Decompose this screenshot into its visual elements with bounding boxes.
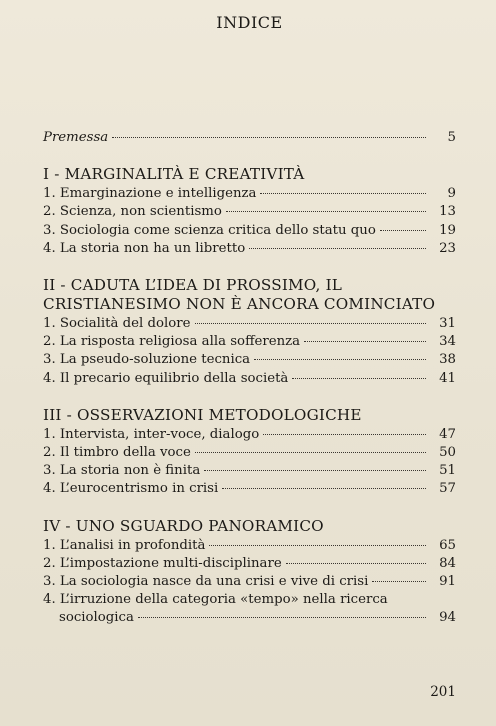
toc-entry <box>43 315 456 333</box>
toc-entry-label: 3. La sociologia nasce da una crisi e vive di crisi <box>43 574 369 590</box>
toc-entry <box>43 426 456 444</box>
toc-entry-page: 50 <box>439 445 456 461</box>
chapter-title-line: III - OSSERVAZIONI METODOLOGICHE <box>43 405 362 424</box>
toc-entry <box>43 333 456 351</box>
toc-entry <box>43 609 456 627</box>
chapter-4 <box>43 517 456 628</box>
toc-entry-page: 94 <box>439 610 456 626</box>
dot-leader <box>204 470 426 471</box>
toc-entry-page: 41 <box>439 370 456 386</box>
dot-leader <box>249 248 426 249</box>
chapter-title-line: IV - UNO SGUARDO PANORAMICO <box>43 516 324 535</box>
toc-entry-page: 34 <box>439 334 456 350</box>
toc-entry <box>43 573 456 591</box>
premessa-section <box>43 129 456 147</box>
dot-leader <box>260 193 426 194</box>
toc-entry-label: 3. La storia non è finita <box>43 463 201 479</box>
chapter-title <box>43 165 456 184</box>
toc-entry <box>43 537 456 555</box>
toc-entry-page: 84 <box>439 555 456 571</box>
toc-entry-label: 2. La risposta religiosa alla sofferenza <box>43 334 301 350</box>
toc-entry <box>43 462 456 480</box>
table-of-contents <box>43 129 456 628</box>
chapter-1 <box>43 165 456 258</box>
toc-entry-page: 51 <box>439 463 456 479</box>
toc-entry <box>43 351 456 369</box>
toc-entry-label: 1. Socialità del dolore <box>43 316 191 332</box>
toc-entry <box>43 555 456 573</box>
dot-leader <box>195 452 426 453</box>
toc-entry-label: 2. L’impostazione multi-disciplinare <box>43 555 282 571</box>
toc-entry-label: 1. Intervista, inter-voce, dialogo <box>43 426 260 442</box>
chapter-title <box>43 276 456 314</box>
toc-entry <box>43 222 456 240</box>
toc-entry-page: 65 <box>439 537 456 553</box>
toc-entry <box>43 185 456 203</box>
toc-entry-page: 57 <box>439 481 456 497</box>
toc-entry-label: 4. L’eurocentrismo in crisi <box>43 481 219 497</box>
toc-entry <box>43 240 456 258</box>
dot-leader <box>263 434 426 435</box>
dot-leader <box>380 230 426 231</box>
toc-entry <box>43 203 456 221</box>
dot-leader <box>226 211 426 212</box>
chapter-3 <box>43 406 456 499</box>
chapter-title-line: I - MARGINALITÀ E CREATIVITÀ <box>43 165 305 184</box>
dot-leader <box>222 488 426 489</box>
dot-leader <box>286 563 426 564</box>
toc-entry-page: 9 <box>447 186 456 202</box>
dot-leader <box>209 545 426 546</box>
toc-entry-label-continuation: sociologica <box>59 610 134 626</box>
toc-entry-label: 1. L’analisi in profondità <box>43 537 206 553</box>
toc-entry-page: 23 <box>439 240 456 256</box>
toc-entry <box>43 480 456 498</box>
toc-entry-label: 2. Il timbro della voce <box>43 445 191 461</box>
page-title: INDICE <box>216 13 283 32</box>
toc-entry <box>43 444 456 462</box>
chapter-title <box>43 406 456 425</box>
toc-entry-page: 91 <box>439 574 456 590</box>
toc-entry-label: 4. La storia non ha un libretto <box>43 240 246 256</box>
dot-leader <box>112 137 426 138</box>
toc-entry-page: 47 <box>439 426 456 442</box>
dot-leader <box>372 581 426 582</box>
toc-entry-label: 4. Il precario equilibrio della società <box>43 370 289 386</box>
chapter-title-line: II - CADUTA L’IDEA DI PROSSIMO, IL <box>43 276 343 295</box>
toc-entry-label: 4. L’irruzione della categoria «tempo» nella ricerca <box>43 592 388 608</box>
toc-entry-page: 38 <box>439 352 456 368</box>
toc-entry-label: 2. Scienza, non scientismo <box>43 204 222 220</box>
toc-entry <box>43 370 456 388</box>
toc-entry-label: 1. Emarginazione e intelligenza <box>43 186 257 202</box>
toc-entry-label: 3. Sociologia come scienza critica dello statu quo <box>43 222 376 238</box>
chapter-2 <box>43 276 456 388</box>
dot-leader <box>254 359 426 360</box>
dot-leader <box>292 378 426 379</box>
dot-leader <box>195 323 426 324</box>
chapter-title-line: CRISTIANESIMO NON È ANCORA COMINCIATO <box>43 295 436 314</box>
dot-leader <box>304 341 426 342</box>
toc-entry-label: Premessa <box>43 130 109 145</box>
toc-entry-page: 19 <box>439 222 456 238</box>
toc-entry-page: 31 <box>439 316 456 332</box>
page-number: 201 <box>430 684 456 700</box>
toc-entry-premessa <box>43 129 456 147</box>
chapter-title <box>43 517 456 536</box>
toc-entry-page: 13 <box>439 204 456 220</box>
toc-entry-first-line <box>43 591 456 609</box>
toc-entry-label: 3. La pseudo-soluzione tecnica <box>43 352 251 368</box>
toc-entry-page: 5 <box>447 130 456 145</box>
dot-leader <box>138 617 426 618</box>
